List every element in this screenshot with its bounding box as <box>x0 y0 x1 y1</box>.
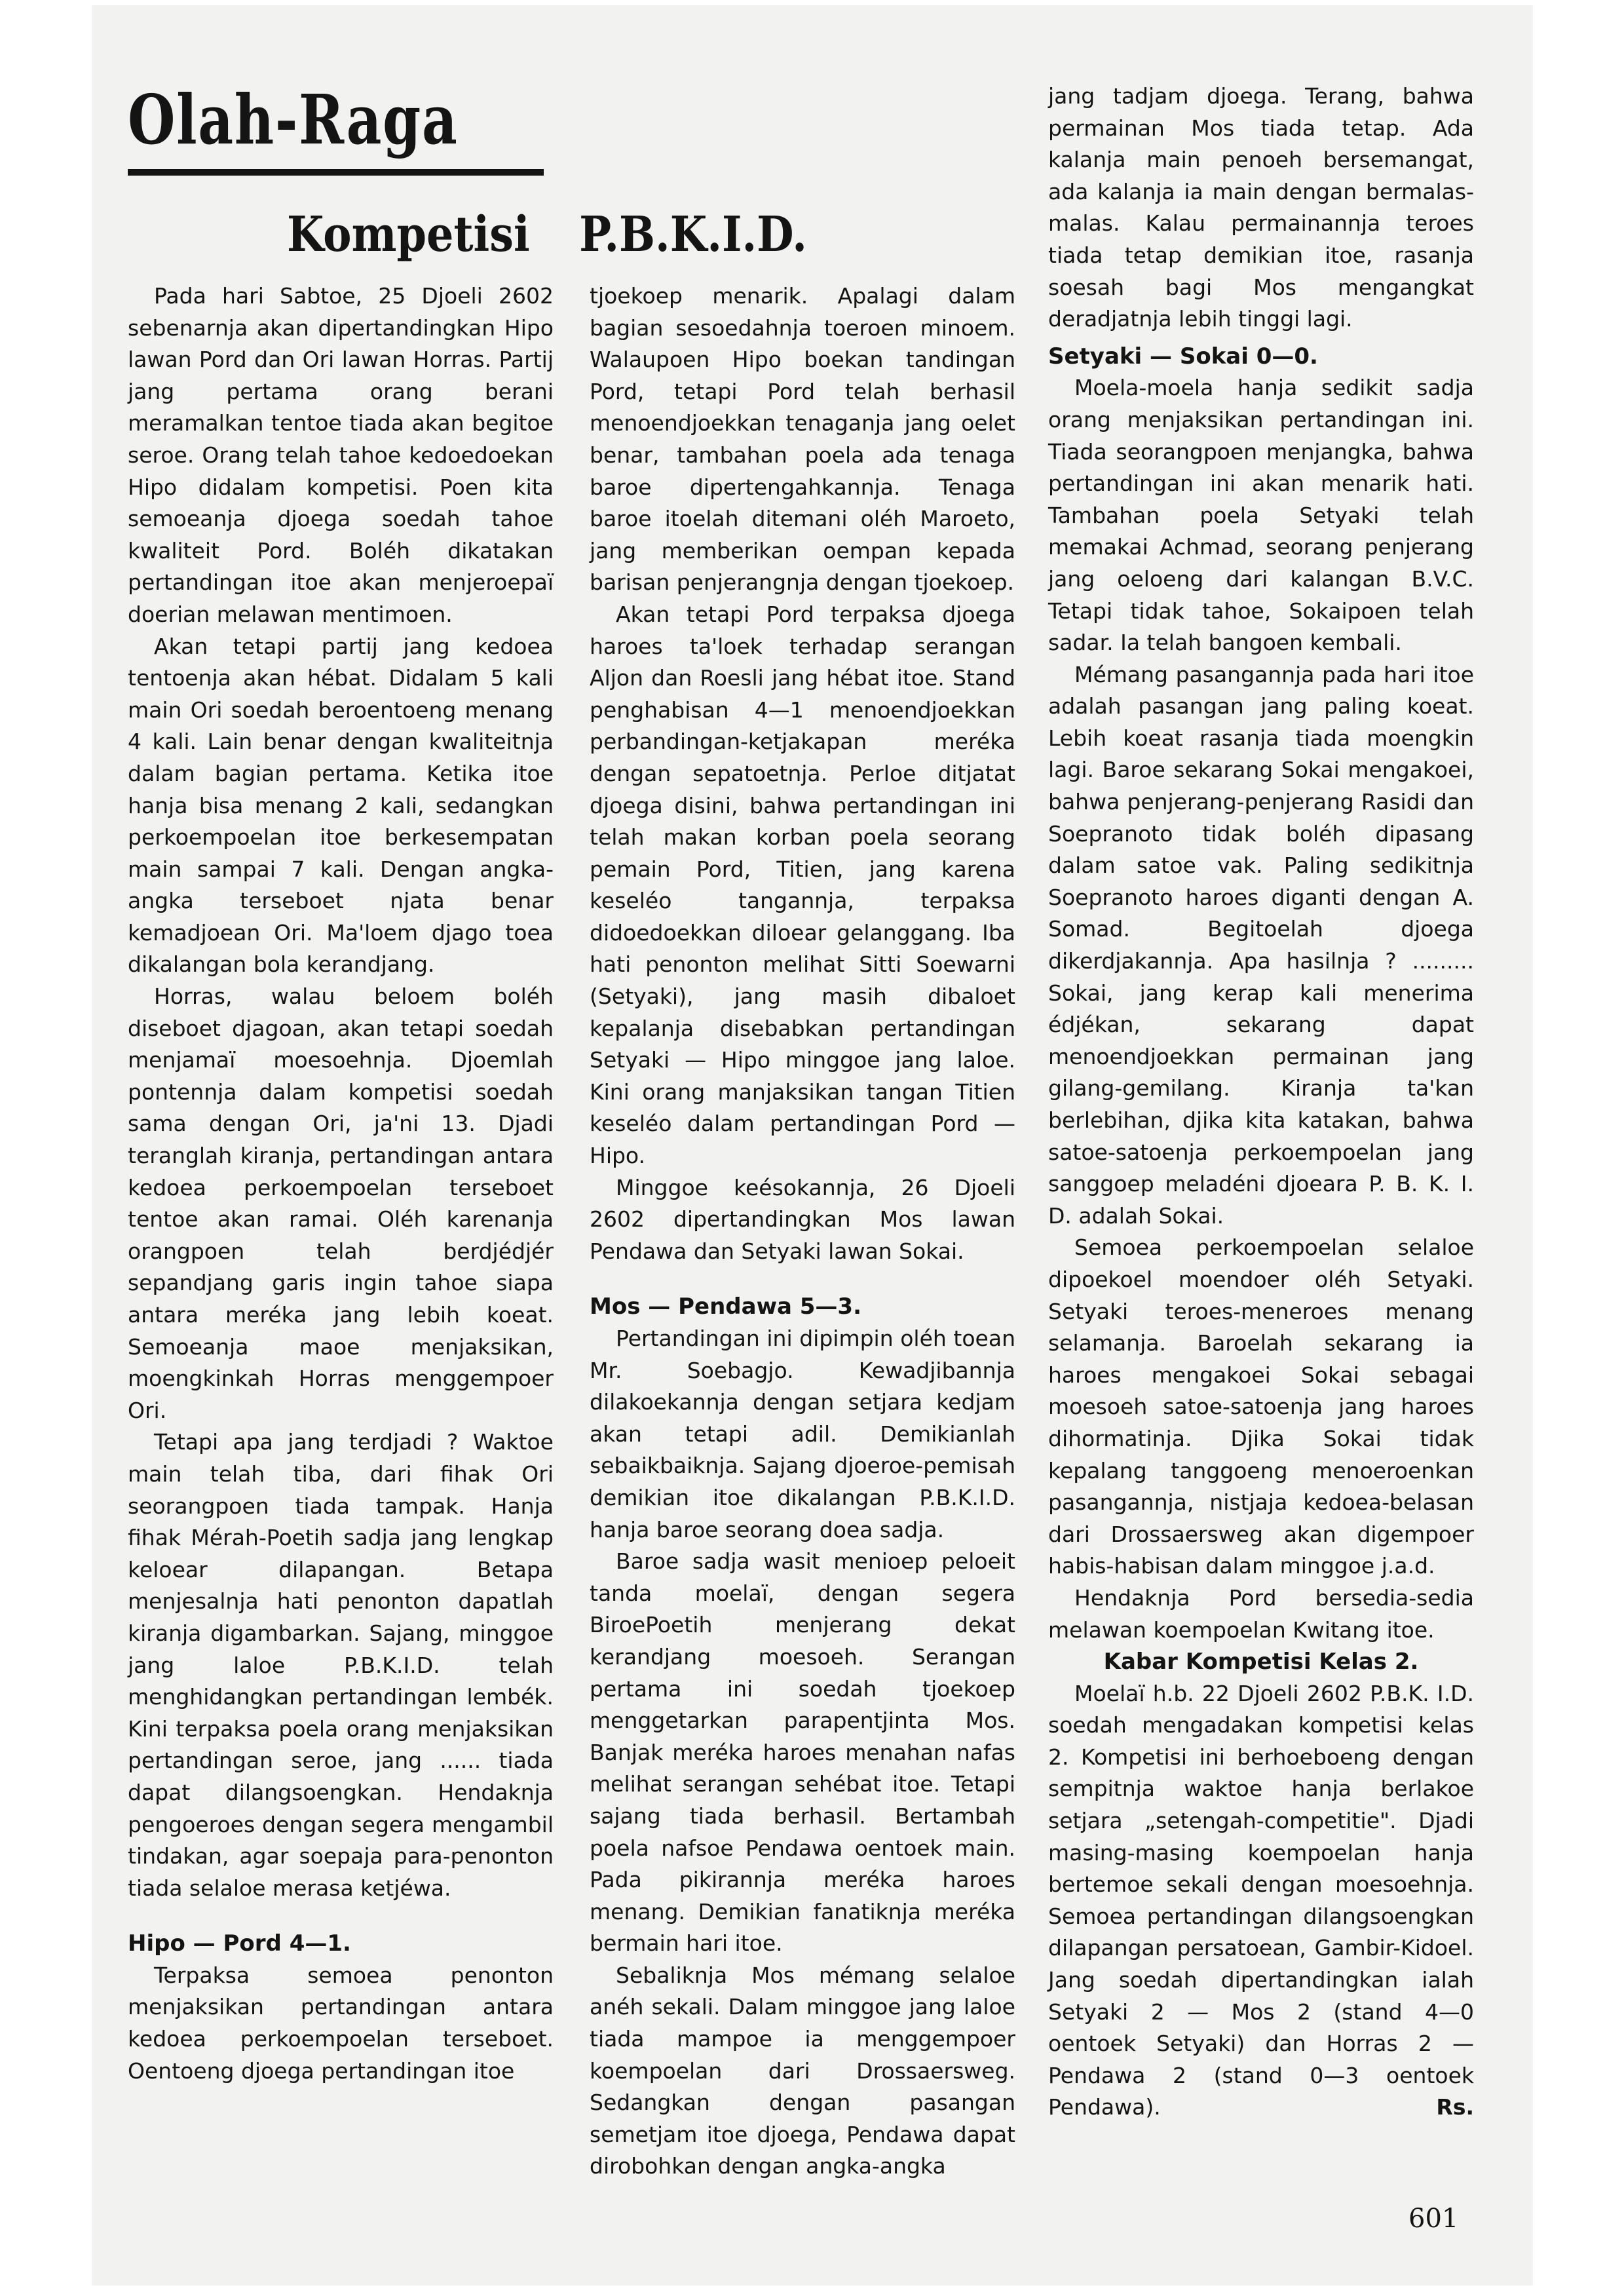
section-heading-setyaki-sokai: Setyaki — Sokai 0—0. <box>1048 343 1318 370</box>
paragraph: Baroe sadja wasit menioep peloeit tanda moelaï, dengan segera BiroePoetih menjerang dekat kerandjang moesoeh. Serangan pertama ini soedah tjoekoep menggetarkan parapentjinta Mos. Banjak meréka haroes menahan nafas melihat serangan sehébat itoe. Tetapi sajang tiada berhasil. Bertambah poela nafsoe Pendawa oentoek main. Pada pikirannja meréka haroes menang. Demikian fanatiknja meréka bermain hari itoe. <box>590 1548 1015 1957</box>
paragraph: Terpaksa semoea penonton menjaksikan pertandingan antara kedoea perkoempoelan terseboet. Oentoeng djoega pertandingan itoe <box>128 1962 554 2084</box>
paragraph: Pada hari Sabtoe, 25 Djoeli 2602 sebenarnja akan dipertandingkan Hipo lawan Pord dan Ori lawan Horras. Partij jang pertama orang berani meramalkan tentoe tiada akan begitoe seroe. Orang telah tahoe kedoedoekan Hipo didalam kompetisi. Poen kita semoeanja djoega soedah tahoe kwaliteit Pord. Boléh dikatakan pertandingan itoe akan menjeroepaï doerian melawan mentimoen. <box>128 283 554 627</box>
paragraph: tjoekoep menarik. Apalagi dalam bagian sesoedahnja toeroen minoem. Walaupoen Hipo boekan tandingan Pord, tetapi Pord telah berhasil menoendjoekkan tenaganja jang oelet benar, tambahan poela ada tenaga baroe dipertengahkannja. Tenaga baroe itoelah ditemani oléh Maroeto, jang memberikan oempan kepada barisan penjerangnja dengan tjoekoep. <box>590 283 1015 596</box>
section-heading-hipo-pord: Hipo — Pord 4—1. <box>128 1930 351 1957</box>
page-number: 601 <box>1408 2204 1459 2234</box>
paragraph: Sebaliknja Mos mémang selaloe anéh sekali. Dalam minggoe jang laloe tiada mampoe ia menggempoer koempoelan dari Drossaersweg. Sedangkan dengan pasangan semetjam itoe djoega, Pendawa dapat dirobohkan dengan angka-angka <box>590 1962 1015 2179</box>
paragraph-text: Moelaï h.b. 22 Djoeli 2602 P.B.K. I.D. soedah mengadakan kompetisi kelas 2. Kompetisi ini berhoeboeng dengan sempitnja waktoe hanja berlakoe setjara „setengah-competitie". Djadi masing-masing koempoelan hanja bertemoe sekali dengan moesoehnja. Semoea pertandingan dilangsoengkan dilapangan persatoean, Gambir-Kidoel. Jang soedah dipertandingkan ialah Setyaki 2 — Mos 2 (stand 4—0 oentoek Setyaki) dan Horras 2 — Pendawa 2 (stand 0—3 oentoek Pendawa). <box>1048 1680 1474 2120</box>
paragraph: Minggoe keésokannja, 26 Djoeli 2602 dipertandingkan Mos lawan Pendawa dan Setyaki lawan Sokai. <box>590 1174 1015 1264</box>
section-heading-kabar-kompetisi: Kabar Kompetisi Kelas 2. <box>1103 1649 1419 1675</box>
magazine-page <box>92 5 1533 2286</box>
paragraph: Tetapi apa jang terdjadi ? Waktoe main telah tiba, dari fihak Ori seorangpoen tiada tampak. Hanja fihak Mérah-Poetih sadja jang lengkap keloear dilapangan. Betapa menjesalnja hati penonton dapatlah kiranja digambarkan. Sajang, minggoe jang laloe P.B.K.I.D. telah menghidangkan pertandingan lembék. Kini terpaksa poela orang menjaksikan pertandingan seroe, jang ...... tiada dapat dilangsoengkan. Hendaknja pengoeroes dengan segera mengambil tindakan, agar soepaja para-penonton tiada selaloe merasa ketjéwa. <box>128 1429 554 1901</box>
title-underline <box>128 169 544 176</box>
column-3 <box>1048 81 1474 2124</box>
column-1 <box>128 280 554 2087</box>
paragraph: Akan tetapi Pord terpaksa djoega haroes ta'loek terhadap serangan Aljon dan Roesli jang hébat itoe. Stand penghabisan 4—1 menoendjoekkan perbandingan-ketjakapan meréka dengan sepatoetnja. Perloe ditjatat djoega disini, bahwa pertandingan ini telah makan korban poela seorang pemain Pord, Titien, jang karena keseléo tangannja, terpaksa didoedoekkan diloear gelanggang. Iba hati penonton melihat Sitti Soewarni (Setyaki), jang masih dibaloet kepalanja disebabkan pertandingan Setyaki — Hipo minggoe jang laloe. Kini orang manjaksikan tangan Titien keseléo dalam pertandingan Pord — Hipo. <box>590 601 1015 1169</box>
paragraph: jang tadjam djoega. Terang, bahwa permainan Mos tiada tetap. Ada kalanja main penoeh bersemangat, ada kalanja ia main dengan bermalas-malas. Kalau permainannja teroes tiada tetap demikian itoe, rasanja soesah bagi Mos mengangkat deradjatnja lebih tinggi lagi. <box>1048 83 1474 332</box>
paragraph <box>1048 1678 1474 2124</box>
page-title: Olah-Raga <box>128 79 459 160</box>
paragraph: Horras, walau beloem boléh diseboet djagoan, akan tetapi soedah menjamaï moesoehnja. Djoemlah pontennja dalam kompetisi soedah sama dengan Ori, ja'ni 13. Djadi teranglah kiranja, pertandingan antara kedoea perkoempoelan terseboet tentoe akan ramai. Oléh karenanja orangpoen telah berdjédjér sepandjang garis ingin tahoe siapa antara meréka jang lebih koeat. Semoeanja maoe menjaksikan, moengkinkah Horras menggempoer Ori. <box>128 984 554 1423</box>
paragraph: Akan tetapi partij jang kedoea tentoenja akan hébat. Didalam 5 kali main Ori soedah beroentoeng menang 4 kali. Lain benar dengan kwaliteitnja dalam bagian pertama. Ketika itoe hanja bisa menang 2 kali, sedangkan perkoempoelan itoe berkesempatan main sampai 7 kali. Dengan angka-angka terseboet njata benar kemadjoean Ori. Ma'loem djago toea dikalangan bola kerandjang. <box>128 633 554 978</box>
column-2 <box>590 280 1015 2183</box>
paragraph: Pertandingan ini dipimpin oléh toean Mr. Soebagjo. Kewadjibannja dilakoekannja dengan setjara kedjam akan tetapi adil. Demikianlah sebaikbaiknja. Sajang djoeroe-pemisah demikian itoe dikalangan P.B.K.I.D. hanja baroe seorang doea sadja. <box>590 1326 1015 1542</box>
paragraph: Mémang pasangannja pada hari itoe adalah pasangan jang paling koeat. Lebih koeat rasanja tiada moengkin lagi. Baroe sekarang Sokai mengakoei, bahwa penjerang-penjerang Rasidi dan Soepranoto tidak boléh dipasang dalam satoe vak. Paling sedikitnja Soepranoto haroes diganti dengan A. Somad. Begitoelah djoega dikerdjakannja. Apa hasilnja ? ......... Sokai, jang kerap kali menerima édjékan, sekarang dapat menoendjoekkan permainan jang gilang-gemilang. Kiranja ta'kan berlebihan, djika kita katakan, bahwa satoe-satoenja perkoempoelan jang sanggoep meladéni djoeara P. B. K. I. D. adalah Sokai. <box>1048 661 1474 1229</box>
author-signature: Rs. <box>1436 2094 1474 2120</box>
paragraph: Semoea perkoempoelan selaloe dipoekoel moendoer oléh Setyaki. Setyaki teroes-meneroes menang selamanja. Baroelah sekarang ia haroes mengakoei Sokai sebagai moesoeh satoe-satoenja jang haroes dihormatinja. Djika Sokai tidak kepalang tanggoeng menoeroenkan pasangannja, nistjaja kedoea-belasan dari Drossaersweg akan digempoer habis-habisan dalam minggoe j.a.d. <box>1048 1234 1474 1579</box>
section-heading-mos-pendawa: Mos — Pendawa 5—3. <box>590 1293 861 1320</box>
article-title: Kompetisi P.B.K.I.D. <box>287 206 807 263</box>
paragraph: Moela-moela hanja sedikit sadja orang menjaksikan pertandingan ini. Tiada seorangpoen menjangka, bahwa pertandingan ini akan menarik hati. Tambahan poela Setyaki telah memakai Achmad, seorang penjerang jang oeloeng dari kalangan B.V.C. Tetapi tidak tahoe, Sokaipoen telah sadar. Ia telah bangoen kembali. <box>1048 375 1474 656</box>
paragraph: Hendaknja Pord bersedia-sedia melawan koempoelan Kwitang itoe. <box>1048 1584 1474 1643</box>
